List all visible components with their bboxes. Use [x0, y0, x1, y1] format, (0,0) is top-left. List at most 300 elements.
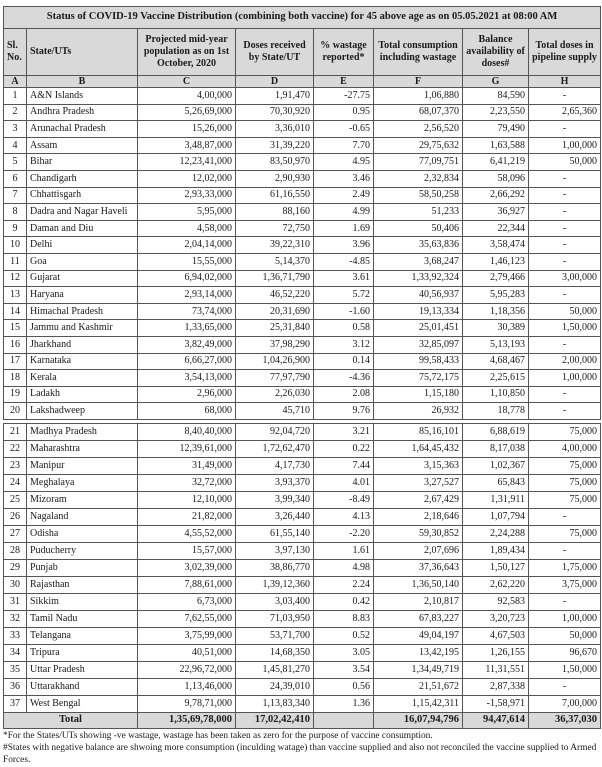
cell-wastage-pct: 3.46 — [314, 170, 374, 187]
cell-pipeline: - — [529, 121, 601, 138]
cell-balance: 92,583 — [463, 594, 529, 611]
cell-consumption: 3,15,363 — [374, 458, 463, 475]
cell-pipeline: 1,00,000 — [529, 137, 601, 154]
cell-sl-no: 15 — [4, 320, 27, 337]
cell-doses-received: 1,72,62,470 — [236, 441, 314, 458]
cell-sl-no: 17 — [4, 353, 27, 370]
table-row — [4, 220, 601, 237]
cell-wastage-pct: 0.52 — [314, 628, 374, 645]
cell-consumption: 13,42,195 — [374, 645, 463, 662]
cell-pipeline: - — [529, 594, 601, 611]
cell-pipeline: 75,000 — [529, 458, 601, 475]
cell-doses-received: 31,39,220 — [236, 137, 314, 154]
table-row — [4, 104, 601, 121]
cell-balance: 1,31,911 — [463, 492, 529, 509]
cell-consumption: 99,58,433 — [374, 353, 463, 370]
table-row — [4, 628, 601, 645]
cell-sl-no: 30 — [4, 577, 27, 594]
cell-pipeline: 2,00,000 — [529, 353, 601, 370]
cell-doses-received: 3,93,370 — [236, 475, 314, 492]
cell-consumption: 2,67,429 — [374, 492, 463, 509]
table-row — [4, 303, 601, 320]
table-row — [4, 662, 601, 679]
cell-wastage-pct: 0.95 — [314, 104, 374, 121]
cell-balance: 2,87,338 — [463, 679, 529, 696]
cell-state-name: Nagaland — [27, 509, 138, 526]
cell-doses-received: 70,30,920 — [236, 104, 314, 121]
cell-population: 12,39,61,000 — [138, 441, 236, 458]
cell-balance: 2,79,466 — [463, 270, 529, 287]
table-row — [4, 696, 601, 713]
table-row — [4, 560, 601, 577]
cell-state-name: Puducherry — [27, 543, 138, 560]
cell-pipeline: 1,75,000 — [529, 560, 601, 577]
cell-wastage-pct: 4.13 — [314, 509, 374, 526]
cell-pipeline: - — [529, 679, 601, 696]
table-row — [4, 170, 601, 187]
cell-sl-no: 8 — [4, 204, 27, 221]
cell-pipeline: 4,00,000 — [529, 441, 601, 458]
cell-sl-no: 7 — [4, 187, 27, 204]
cell-population: 6,73,000 — [138, 594, 236, 611]
cell-population: 12,23,41,000 — [138, 154, 236, 171]
cell-doses-received: 3,97,130 — [236, 543, 314, 560]
cell-pipeline: - — [529, 253, 601, 270]
cell-population: 2,93,33,000 — [138, 187, 236, 204]
table-row — [4, 441, 601, 458]
cell-balance: 1,02,367 — [463, 458, 529, 475]
cell-consumption: 2,56,520 — [374, 121, 463, 138]
cell-wastage-pct: -4.85 — [314, 253, 374, 270]
cell-balance: 11,31,551 — [463, 662, 529, 679]
cell-wastage-pct: 1.61 — [314, 543, 374, 560]
cell-state-name: Jammu and Kashmir — [27, 320, 138, 337]
cell-wastage-pct: 3.12 — [314, 336, 374, 353]
cell-balance: 30,389 — [463, 320, 529, 337]
cell-consumption: 2,18,646 — [374, 509, 463, 526]
cell-state-name: Karnataka — [27, 353, 138, 370]
cell-balance: 36,927 — [463, 204, 529, 221]
cell-sl-no: 9 — [4, 220, 27, 237]
cell-wastage-pct: 5.72 — [314, 287, 374, 304]
cell-sl-no: 5 — [4, 154, 27, 171]
cell-doses-received: 1,13,83,340 — [236, 696, 314, 713]
table-row — [4, 386, 601, 403]
footnote-wastage: *For the States/UTs showing -ve wastage, wastage has been taken as zero for the purpose of vaccine consumption. — [3, 731, 433, 741]
cell-population: 6,66,27,000 — [138, 353, 236, 370]
cell-balance: 1,18,356 — [463, 303, 529, 320]
cell-sl-no: 24 — [4, 475, 27, 492]
cell-sl-no: 16 — [4, 336, 27, 353]
cell-doses-received: 38,86,770 — [236, 560, 314, 577]
cell-balance: 2,62,220 — [463, 577, 529, 594]
cell-pipeline: - — [529, 88, 601, 105]
cell-state-name: Andhra Pradesh — [27, 104, 138, 121]
cell-sl-no: 34 — [4, 645, 27, 662]
cell-consumption: 21,51,672 — [374, 679, 463, 696]
cell-doses-received: 61,16,550 — [236, 187, 314, 204]
cell-sl-no: 29 — [4, 560, 27, 577]
cell-state-name: Madhya Pradesh — [27, 424, 138, 441]
table-row — [4, 492, 601, 509]
cell-population: 8,40,40,000 — [138, 424, 236, 441]
table-row — [4, 88, 601, 105]
cell-pipeline: - — [529, 237, 601, 254]
cell-sl-no: 32 — [4, 611, 27, 628]
cell-state-name: Ladakh — [27, 386, 138, 403]
cell-state-name: Daman and Diu — [27, 220, 138, 237]
cell-doses-received: 1,04,26,900 — [236, 353, 314, 370]
cell-balance: 1,50,127 — [463, 560, 529, 577]
cell-population: 3,82,49,000 — [138, 336, 236, 353]
col-header-doses-received: Doses received by State/UT — [236, 29, 314, 76]
cell-pipeline: - — [529, 543, 601, 560]
cell-consumption: 85,16,101 — [374, 424, 463, 441]
cell-sl-no: 1 — [4, 88, 27, 105]
cell-doses-received: 37,98,290 — [236, 336, 314, 353]
cell-pipeline: 50,000 — [529, 303, 601, 320]
cell-state-name: Odisha — [27, 526, 138, 543]
cell-consumption: 1,34,49,719 — [374, 662, 463, 679]
cell-doses-received: 24,39,010 — [236, 679, 314, 696]
cell-balance: 2,66,292 — [463, 187, 529, 204]
cell-sl-no: 23 — [4, 458, 27, 475]
cell-doses-received: 88,160 — [236, 204, 314, 221]
cell-state-name: Rajasthan — [27, 577, 138, 594]
cell-consumption: 58,50,258 — [374, 187, 463, 204]
cell-state-name: Gujarat — [27, 270, 138, 287]
vaccine-distribution-table — [3, 6, 601, 420]
cell-wastage-pct: 7.70 — [314, 137, 374, 154]
cell-sl-no: 14 — [4, 303, 27, 320]
cell-population: 15,26,000 — [138, 121, 236, 138]
cell-doses-received: 4,17,730 — [236, 458, 314, 475]
cell-doses-received: 3,26,440 — [236, 509, 314, 526]
cell-wastage-pct: 2.49 — [314, 187, 374, 204]
cell-wastage-pct: 4.95 — [314, 154, 374, 171]
col-letter: H — [529, 76, 601, 88]
cell-state-name: Himachal Pradesh — [27, 303, 138, 320]
cell-population: 3,48,87,000 — [138, 137, 236, 154]
cell-state-name: Goa — [27, 253, 138, 270]
table-row — [4, 336, 601, 353]
cell-pipeline: - — [529, 220, 601, 237]
cell-sl-no: 27 — [4, 526, 27, 543]
table-row — [4, 424, 601, 441]
cell-doses-received: 1,45,81,270 — [236, 662, 314, 679]
cell-doses-received: 77,97,790 — [236, 370, 314, 387]
cell-consumption: 50,406 — [374, 220, 463, 237]
table-row — [4, 645, 601, 662]
table-row — [4, 526, 601, 543]
cell-population: 1,33,65,000 — [138, 320, 236, 337]
cell-doses-received: 14,68,350 — [236, 645, 314, 662]
cell-population: 4,00,000 — [138, 88, 236, 105]
cell-wastage-pct: 2.24 — [314, 577, 374, 594]
cell-sl-no: 31 — [4, 594, 27, 611]
cell-sl-no: 18 — [4, 370, 27, 387]
cell-state-name: Chandigarh — [27, 170, 138, 187]
cell-wastage-pct: 9.76 — [314, 403, 374, 420]
cell-balance: 6,41,219 — [463, 154, 529, 171]
cell-wastage-pct: 3.96 — [314, 237, 374, 254]
cell-sl-no: 11 — [4, 253, 27, 270]
cell-population: 2,93,14,000 — [138, 287, 236, 304]
cell-wastage-pct: 0.56 — [314, 679, 374, 696]
cell-state-name: Maharashtra — [27, 441, 138, 458]
cell-pipeline: 75,000 — [529, 424, 601, 441]
cell-population: 15,57,000 — [138, 543, 236, 560]
cell-wastage-pct: -4.36 — [314, 370, 374, 387]
total-wastage — [314, 713, 374, 729]
cell-population: 2,96,000 — [138, 386, 236, 403]
cell-consumption: 35,63,836 — [374, 237, 463, 254]
cell-wastage-pct: 7.44 — [314, 458, 374, 475]
cell-wastage-pct: 4.98 — [314, 560, 374, 577]
cell-state-name: Tripura — [27, 645, 138, 662]
total-pipeline: 36,37,030 — [529, 713, 601, 729]
cell-balance: 1,46,123 — [463, 253, 529, 270]
cell-wastage-pct: 1.69 — [314, 220, 374, 237]
cell-pipeline: 50,000 — [529, 154, 601, 171]
total-label: Total — [4, 713, 138, 729]
table-row — [4, 458, 601, 475]
cell-sl-no: 4 — [4, 137, 27, 154]
cell-state-name: Delhi — [27, 237, 138, 254]
cell-wastage-pct: -2.20 — [314, 526, 374, 543]
cell-sl-no: 35 — [4, 662, 27, 679]
cell-balance: 6,88,619 — [463, 424, 529, 441]
cell-population: 12,02,000 — [138, 170, 236, 187]
cell-consumption: 2,07,696 — [374, 543, 463, 560]
cell-consumption: 1,06,880 — [374, 88, 463, 105]
cell-population: 4,55,52,000 — [138, 526, 236, 543]
cell-state-name: Telangana — [27, 628, 138, 645]
col-header-sl-no: Sl. No. — [4, 29, 27, 76]
cell-state-name: Mizoram — [27, 492, 138, 509]
cell-balance: 18,778 — [463, 403, 529, 420]
cell-wastage-pct: -8.49 — [314, 492, 374, 509]
cell-population: 3,02,39,000 — [138, 560, 236, 577]
cell-sl-no: 2 — [4, 104, 27, 121]
cell-doses-received: 1,36,71,790 — [236, 270, 314, 287]
cell-consumption: 77,09,751 — [374, 154, 463, 171]
table-row — [4, 370, 601, 387]
cell-doses-received: 1,39,12,360 — [236, 577, 314, 594]
cell-pipeline: - — [529, 386, 601, 403]
cell-pipeline: 1,00,000 — [529, 611, 601, 628]
cell-doses-received: 83,50,970 — [236, 154, 314, 171]
cell-population: 21,82,000 — [138, 509, 236, 526]
cell-pipeline: - — [529, 204, 601, 221]
cell-consumption: 51,233 — [374, 204, 463, 221]
cell-population: 15,55,000 — [138, 253, 236, 270]
cell-wastage-pct: 4.01 — [314, 475, 374, 492]
cell-pipeline: 7,00,000 — [529, 696, 601, 713]
cell-sl-no: 25 — [4, 492, 27, 509]
cell-population: 32,72,000 — [138, 475, 236, 492]
cell-sl-no: 33 — [4, 628, 27, 645]
cell-balance: 58,096 — [463, 170, 529, 187]
cell-wastage-pct: 0.22 — [314, 441, 374, 458]
cell-wastage-pct: -27.75 — [314, 88, 374, 105]
cell-pipeline: 1,50,000 — [529, 662, 601, 679]
cell-state-name: West Bengal — [27, 696, 138, 713]
cell-consumption: 1,33,92,324 — [374, 270, 463, 287]
vaccine-distribution-table-continued — [3, 423, 601, 729]
table-row — [4, 594, 601, 611]
cell-sl-no: 10 — [4, 237, 27, 254]
table-row — [4, 403, 601, 420]
table-title: Status of COVID-19 Vaccine Distribution (combining both vaccine) for 45 above age as on 05.05.2021 at 08:00 AM — [4, 7, 601, 29]
cell-balance: 5,13,193 — [463, 336, 529, 353]
cell-pipeline: - — [529, 170, 601, 187]
cell-population: 3,54,13,000 — [138, 370, 236, 387]
cell-wastage-pct: 4.99 — [314, 204, 374, 221]
cell-population: 1,13,46,000 — [138, 679, 236, 696]
cell-sl-no: 37 — [4, 696, 27, 713]
cell-wastage-pct: 1.36 — [314, 696, 374, 713]
table-row — [4, 204, 601, 221]
col-letter: A — [4, 76, 27, 88]
cell-consumption: 49,04,197 — [374, 628, 463, 645]
cell-sl-no: 26 — [4, 509, 27, 526]
cell-sl-no: 28 — [4, 543, 27, 560]
cell-balance: 2,23,550 — [463, 104, 529, 121]
cell-wastage-pct: 3.54 — [314, 662, 374, 679]
cell-state-name: Arunachal Pradesh — [27, 121, 138, 138]
cell-pipeline: 3,75,000 — [529, 577, 601, 594]
cell-population: 3,75,99,000 — [138, 628, 236, 645]
cell-doses-received: 3,03,400 — [236, 594, 314, 611]
cell-population: 5,26,69,000 — [138, 104, 236, 121]
col-letter: F — [374, 76, 463, 88]
cell-population: 40,51,000 — [138, 645, 236, 662]
cell-wastage-pct: -0.65 — [314, 121, 374, 138]
cell-state-name: Kerala — [27, 370, 138, 387]
cell-wastage-pct: 3.61 — [314, 270, 374, 287]
col-header-state: State/UTs — [27, 29, 138, 76]
cell-balance: 3,20,723 — [463, 611, 529, 628]
cell-doses-received: 2,90,930 — [236, 170, 314, 187]
cell-balance: 84,590 — [463, 88, 529, 105]
cell-balance: 8,17,038 — [463, 441, 529, 458]
cell-state-name: Lakshadweep — [27, 403, 138, 420]
table-row — [4, 154, 601, 171]
cell-balance: 4,67,503 — [463, 628, 529, 645]
cell-population: 2,04,14,000 — [138, 237, 236, 254]
cell-pipeline: 75,000 — [529, 526, 601, 543]
cell-sl-no: 13 — [4, 287, 27, 304]
column-header-row — [4, 29, 601, 76]
total-doses-received: 17,02,42,410 — [236, 713, 314, 729]
cell-sl-no: 21 — [4, 424, 27, 441]
column-letter-row — [4, 76, 601, 88]
cell-balance: 1,07,794 — [463, 509, 529, 526]
table-row — [4, 187, 601, 204]
cell-sl-no: 12 — [4, 270, 27, 287]
cell-doses-received: 46,52,220 — [236, 287, 314, 304]
cell-consumption: 2,32,834 — [374, 170, 463, 187]
cell-consumption: 1,36,50,140 — [374, 577, 463, 594]
cell-pipeline: - — [529, 187, 601, 204]
cell-state-name: Dadra and Nagar Haveli — [27, 204, 138, 221]
cell-state-name: Chhattisgarh — [27, 187, 138, 204]
cell-pipeline: - — [529, 287, 601, 304]
cell-consumption: 29,75,632 — [374, 137, 463, 154]
col-letter: C — [138, 76, 236, 88]
cell-consumption: 68,07,370 — [374, 104, 463, 121]
cell-pipeline: - — [529, 509, 601, 526]
cell-state-name: Uttarakhand — [27, 679, 138, 696]
cell-consumption: 75,72,175 — [374, 370, 463, 387]
cell-pipeline: 3,00,000 — [529, 270, 601, 287]
cell-doses-received: 3,99,340 — [236, 492, 314, 509]
cell-sl-no: 20 — [4, 403, 27, 420]
cell-consumption: 3,27,527 — [374, 475, 463, 492]
col-letter: E — [314, 76, 374, 88]
cell-balance: 1,63,588 — [463, 137, 529, 154]
cell-doses-received: 39,22,310 — [236, 237, 314, 254]
table-row — [4, 509, 601, 526]
table-row — [4, 475, 601, 492]
cell-sl-no: 22 — [4, 441, 27, 458]
total-balance: 94,47,614 — [463, 713, 529, 729]
cell-consumption: 1,64,45,432 — [374, 441, 463, 458]
cell-pipeline: 75,000 — [529, 475, 601, 492]
table-row — [4, 287, 601, 304]
footnote-negative-balance: #States with negative balance are shwoing more consumption (inculding watage) than vaccine supplied and also not reconciled the vaccine supplied to Armed Forces. — [3, 743, 597, 765]
table-row — [4, 611, 601, 628]
cell-balance: 3,58,474 — [463, 237, 529, 254]
cell-wastage-pct: 3.05 — [314, 645, 374, 662]
cell-population: 31,49,000 — [138, 458, 236, 475]
cell-state-name: Assam — [27, 137, 138, 154]
cell-doses-received: 2,26,030 — [236, 386, 314, 403]
cell-balance: 2,24,288 — [463, 526, 529, 543]
cell-doses-received: 5,14,370 — [236, 253, 314, 270]
cell-balance: 1,89,434 — [463, 543, 529, 560]
cell-balance: 79,490 — [463, 121, 529, 138]
cell-consumption: 37,36,643 — [374, 560, 463, 577]
cell-pipeline: 96,670 — [529, 645, 601, 662]
cell-consumption: 32,85,097 — [374, 336, 463, 353]
cell-consumption: 2,10,817 — [374, 594, 463, 611]
cell-consumption: 1,15,180 — [374, 386, 463, 403]
cell-wastage-pct: 2.08 — [314, 386, 374, 403]
cell-state-name: Jharkhand — [27, 336, 138, 353]
cell-doses-received: 71,03,950 — [236, 611, 314, 628]
cell-pipeline: 1,00,000 — [529, 370, 601, 387]
cell-state-name: Manipur — [27, 458, 138, 475]
table-row — [4, 320, 601, 337]
cell-pipeline: 75,000 — [529, 492, 601, 509]
table-row — [4, 270, 601, 287]
cell-consumption: 3,68,247 — [374, 253, 463, 270]
cell-consumption: 26,932 — [374, 403, 463, 420]
cell-doses-received: 53,71,700 — [236, 628, 314, 645]
cell-doses-received: 20,31,690 — [236, 303, 314, 320]
col-header-population: Projected mid-year population as on 1st October, 2020 — [138, 29, 236, 76]
table-row — [4, 543, 601, 560]
cell-doses-received: 92,04,720 — [236, 424, 314, 441]
cell-population: 73,74,000 — [138, 303, 236, 320]
cell-wastage-pct: 0.58 — [314, 320, 374, 337]
cell-population: 7,88,61,000 — [138, 577, 236, 594]
cell-population: 5,95,000 — [138, 204, 236, 221]
cell-balance: 5,95,283 — [463, 287, 529, 304]
col-header-pipeline: Total doses in pipeline supply — [529, 29, 601, 76]
